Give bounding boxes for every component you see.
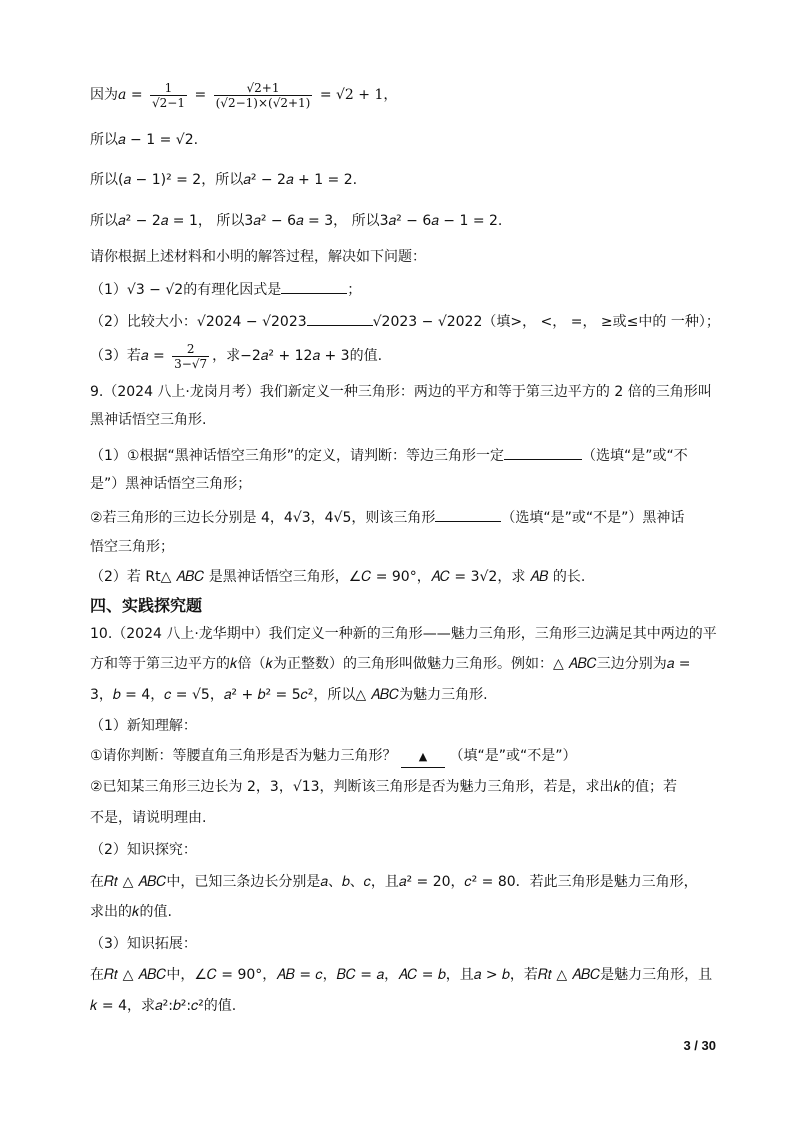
fraction-2-numerator: √2+1 (214, 81, 313, 96)
question-3-line (90, 339, 704, 373)
fraction-3 (172, 342, 209, 371)
q10-line-6: ②已知某三角形三边长为 2，3，√13，判断该三角形是否为魅力三角形，若是，求出𝑘的值；若 (90, 779, 678, 795)
q10-line-12: 在𝑅𝑡 △ 𝐴𝐵𝐶中，∠𝐶 = 90°，𝐴𝐵 = 𝑐，𝐵𝐶 = 𝑎，𝐴𝐶 = 𝑏，且𝑎 > 𝑏，若𝑅𝑡 △ 𝐴𝐵𝐶是魅力三角形，且 (90, 967, 713, 983)
q9-line-2: 黑神话悟空三角形. (90, 412, 207, 428)
answer-blank (401, 746, 445, 768)
question-2-text-end: √2023 − √2022（填>， <， =， ≥或≤中的 一种）； (372, 314, 720, 330)
section-heading: 四、实践探究题 (90, 596, 203, 615)
q10-line-1: 10.（2024 八上·龙华期中）我们定义一种新的三角形——魅力三角形，三角形三边满足其中两边的平 (90, 626, 717, 642)
q9-line-5 (90, 507, 704, 528)
q9-line-3 (90, 445, 704, 466)
answer-blank (281, 279, 347, 294)
text-line-3: 所以(𝑎 − 1)² = 2，所以𝑎² − 2𝑎 + 1 = 2. (90, 172, 358, 188)
answer-blank (435, 507, 501, 522)
question-2-text: （2）比较大小：√2024 − √2023 (90, 314, 307, 330)
text-line-4: 所以𝑎² − 2𝑎 = 1， 所以3𝑎² − 6𝑎 = 3， 所以3𝑎² − 6𝑎 − 1 = 2. (90, 213, 503, 229)
q10-line-3: 3，𝑏 = 4，𝑐 = √5，𝑎² + 𝑏² = 5𝑐²，所以△ 𝐴𝐵𝐶为魅力三角形. (90, 687, 488, 703)
text-because: 因为 (90, 87, 118, 103)
q10-part1-text-end: （填“是”或“不是”） (449, 748, 577, 764)
answer-blank (504, 445, 582, 460)
equals-sign: = (130, 87, 143, 103)
q9-part2-text: ②若三角形的三边长分别是 4，4√3，4√5，则该三角形 (90, 510, 436, 526)
instruction-line: 请你根据上述材料和小明的解答过程，解决如下问题： (90, 249, 426, 265)
page-number: 3 / 30 (683, 1038, 716, 1053)
equation-line-1 (90, 78, 704, 112)
triangle-icon: ▲ (418, 750, 428, 763)
q9-part1-text: （1）①根据“黑神话悟空三角形”的定义，请判断：等边三角形一定 (90, 448, 504, 464)
fraction-2 (214, 81, 313, 110)
q10-line-10: 求出的𝑘的值. (90, 904, 172, 920)
question-3-text-end: ，求−2𝑎² + 12𝑎 + 3的值. (212, 348, 383, 364)
fraction-1 (150, 81, 187, 110)
var-a: a (118, 87, 127, 103)
q10-line-4: （1）新知理解： (90, 718, 197, 734)
q10-part1-text: ①请你判断：等腰直角三角形是否为魅力三角形？ (90, 748, 397, 764)
q10-line-8: （2）知识探究： (90, 842, 197, 858)
question-1-end: ； (347, 282, 362, 298)
q10-line-5 (90, 746, 704, 768)
fraction-3-denominator: 3−√7 (174, 356, 208, 371)
question-1-text: （1）√3 − √2的有理化因式是 (90, 282, 282, 298)
q10-line-11: （3）知识拓展： (90, 936, 197, 952)
q9-line-7: （2）若 Rt△ 𝐴𝐵𝐶 是黑神话悟空三角形，∠𝐶 = 90°，𝐴𝐶 = 3√2，求 𝐴𝐵 的长. (90, 569, 586, 585)
q9-line-4: 是”）黑神话悟空三角形； (90, 476, 252, 492)
q10-line-9: 在𝑅𝑡 △ 𝐴𝐵𝐶中，已知三条边长分别是𝑎、𝑏、𝑐，且𝑎² = 20，𝑐² = 80．若此三角形是魅力三角形， (90, 874, 698, 890)
q9-line-1: 9.（2024 八上·龙岗月考）我们新定义一种三角形：两边的平方和等于第三边平方的 2 倍的三角形叫 (90, 384, 712, 400)
question-1-line (90, 279, 704, 300)
fraction-2-denominator: (√2−1)×(√2+1) (215, 95, 311, 110)
q10-line-13: 𝑘 = 4，求𝑎²:𝑏²:𝑐²的值. (90, 998, 237, 1014)
fraction-3-numerator: 2 (172, 342, 209, 357)
q10-line-2: 方和等于第三边平方的𝑘倍（𝑘为正整数）的三角形叫做魅力三角形。例如：△ 𝐴𝐵𝐶三边分别为𝑎 = (90, 656, 691, 672)
question-2-line (90, 311, 720, 332)
equals-sign-2: = (194, 87, 207, 103)
answer-blank (307, 311, 373, 326)
q9-part2-text-end: （选填“是”或“不是”）黑神话 (501, 510, 685, 526)
text-line-2: 所以𝑎 − 1 = √2. (90, 132, 199, 148)
q10-line-7: 不是，请说明理由. (90, 810, 207, 826)
fraction-1-denominator: √2−1 (152, 95, 185, 110)
fraction-1-numerator: 1 (150, 81, 187, 96)
q9-part1-text-end: （选填“是”或“不 (581, 448, 688, 464)
q9-line-6: 悟空三角形； (90, 539, 174, 555)
equation-tail: = √2 + 1， (319, 87, 398, 103)
question-3-text: （3）若𝑎 = (90, 348, 165, 364)
